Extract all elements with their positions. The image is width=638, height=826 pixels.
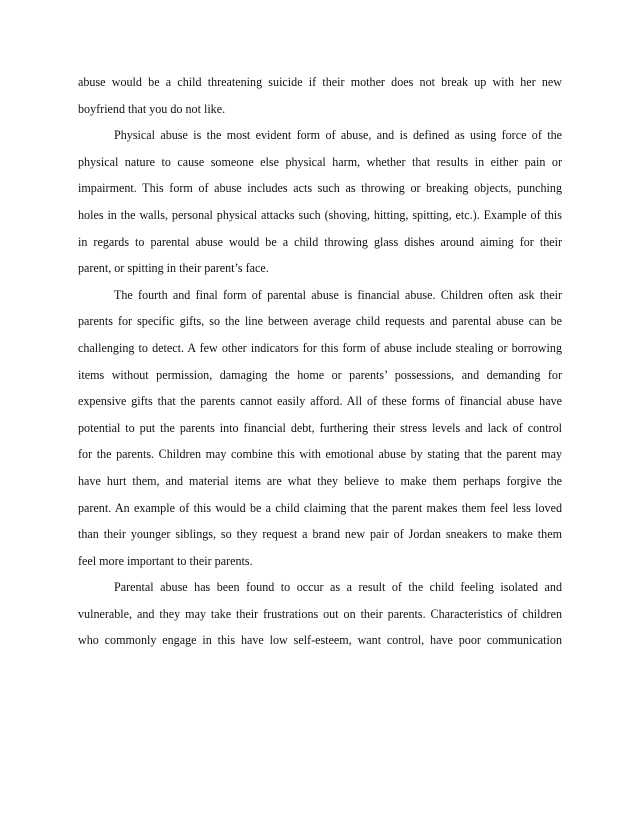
- text-line: boyfriend that you do not like.: [78, 101, 226, 116]
- text-line: parent. An example of this would be a child claiming that the parent makes them feel less loved: [78, 500, 562, 515]
- text-line: physical nature to cause someone else physical harm, whether that results in either pain or: [78, 154, 562, 169]
- text-line: potential to put the parents into financial debt, furthering their stress levels and lack of control: [78, 420, 562, 435]
- text-line: vulnerable, and they may take their frustrations out on their parents. Characteristics of children: [78, 606, 562, 621]
- text-line: expensive gifts that the parents cannot easily afford. All of these forms of financial abuse have: [78, 394, 562, 409]
- text-line: Parental abuse has been found to occur as a result of the child feeling isolated and: [114, 580, 562, 595]
- body-text: [78, 69, 562, 654]
- paragraph-4: [78, 574, 562, 654]
- text-line: feel more important to their parents.: [78, 553, 253, 568]
- text-line: who commonly engage in this have low self-esteem, want control, have poor communication: [78, 633, 562, 648]
- text-line: holes in the walls, personal physical attacks such (shoving, hitting, spitting, etc.). Example of this: [78, 207, 562, 222]
- text-line: abuse would be a child threatening suicide if their mother does not break up with her new: [78, 75, 562, 89]
- text-line: parents for specific gifts, so the line between average child requests and parental abuse can be: [78, 314, 562, 329]
- text-line: have hurt them, and material items are what they believe to make them perhaps forgive the: [78, 473, 562, 488]
- text-line: items without permission, damaging the home or parents’ possessions, and demanding for: [78, 367, 562, 382]
- text-line: challenging to detect. A few other indicators for this form of abuse include stealing or borrowing: [78, 340, 562, 355]
- text-line: The fourth and final form of parental abuse is financial abuse. Children often ask their: [114, 287, 562, 302]
- paragraph-2: [78, 122, 562, 282]
- text-line: than their younger siblings, so they request a brand new pair of Jordan sneakers to make them: [78, 527, 562, 542]
- text-line: Physical abuse is the most evident form of abuse, and is defined as using force of the: [114, 128, 562, 143]
- paragraph-1: [78, 69, 562, 122]
- text-line: impairment. This form of abuse includes acts such as throwing or breaking objects, punching: [78, 181, 562, 196]
- text-line: parent, or spitting in their parent’s face.: [78, 261, 269, 276]
- paragraph-3: [78, 282, 562, 575]
- text-line: in regards to parental abuse would be a child throwing glass dishes around aiming for their: [78, 234, 562, 249]
- text-line: for the parents. Children may combine this with emotional abuse by stating that the parent may: [78, 447, 562, 462]
